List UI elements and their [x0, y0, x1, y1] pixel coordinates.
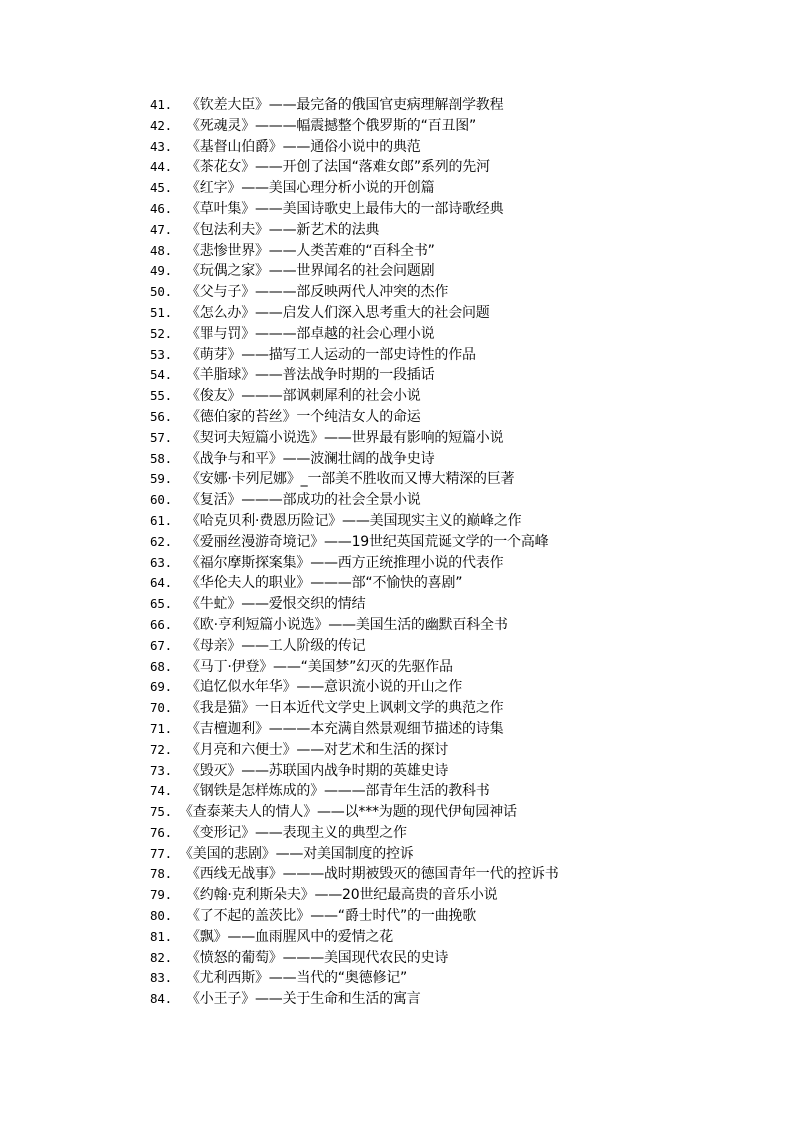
item-text: 《小王子》——关于生命和生活的寓言 [186, 991, 421, 1008]
item-text: 《基督山伯爵》——通俗小说中的典范 [186, 138, 421, 155]
item-text: 《契诃夫短篇小说选》——世界最有影响的短篇小说 [186, 429, 504, 446]
item-number: 82. [150, 949, 172, 965]
list-item [150, 719, 750, 740]
item-text: 《变形记》——表现主义的典型之作 [186, 824, 407, 841]
list-item [150, 906, 750, 927]
item-text: 《德伯家的苔丝》一个纯洁女人的命运 [186, 408, 421, 425]
list-item [150, 802, 750, 823]
item-text: 《玩偶之家》——世界闻名的社会问题剧 [186, 263, 435, 280]
item-number: 78. [150, 866, 172, 882]
list-item [150, 657, 750, 678]
item-number: 46. [150, 200, 172, 216]
item-number: 65. [150, 596, 172, 612]
item-number: 60. [150, 492, 172, 508]
item-number: 52. [150, 325, 172, 341]
list-item [150, 511, 750, 532]
list-item [150, 303, 750, 324]
item-number: 53. [150, 346, 172, 362]
item-text: 《钢铁是怎样炼成的》———部青年生活的教科书 [186, 783, 490, 800]
item-text: 《复活》———部成功的社会全景小说 [186, 492, 421, 509]
item-text: 《牛虻》——爱恨交织的情结 [186, 596, 366, 613]
item-text: 《红字》——美国心理分析小说的开创篇 [186, 180, 435, 197]
list-item [150, 345, 750, 366]
list-item [150, 989, 750, 1010]
list-item [150, 781, 750, 802]
item-number: 44. [150, 159, 172, 175]
list-item [150, 116, 750, 137]
list-item [150, 864, 750, 885]
item-text: 《俊友》———部讽刺犀利的社会小说 [186, 388, 421, 405]
item-text: 《罪与罚》———部卓越的社会心理小说 [186, 325, 435, 342]
item-text: 《爱丽丝漫游奇境记》——19世纪英国荒诞文学的一个高峰 [186, 533, 549, 550]
item-number: 83. [150, 970, 172, 986]
list-item [150, 282, 750, 303]
item-text: 《母亲》——工人阶级的传记 [186, 637, 366, 654]
list-item [150, 469, 750, 490]
list-item [150, 178, 750, 199]
item-text: 《了不起的盖茨比》——“爵士时代”的一曲挽歌 [186, 908, 477, 925]
item-number: 71. [150, 720, 172, 736]
item-number: 79. [150, 887, 172, 903]
item-number: 74. [150, 783, 172, 799]
item-number: 64. [150, 575, 172, 591]
item-number: 66. [150, 616, 172, 632]
item-text: 《约翰·克利斯朵夫》——20世纪最高贵的音乐小说 [186, 887, 498, 904]
list-item [150, 885, 750, 906]
list-item [150, 844, 750, 865]
item-number: 55. [150, 388, 172, 404]
item-text: 《草叶集》——美国诗歌史上最伟大的一部诗歌经典 [186, 200, 504, 217]
item-text: 《战争与和平》——波澜壮阔的战争史诗 [186, 450, 435, 467]
list-item [150, 157, 750, 178]
list-item [150, 324, 750, 345]
item-number: 80. [150, 908, 172, 924]
list-item [150, 199, 750, 220]
item-text: 《查泰莱夫人的情人》——以***为题的现代伊甸园神话 [179, 804, 517, 821]
item-text: 《父与子》———部反映两代人冲突的杰作 [186, 284, 449, 301]
list-item [150, 761, 750, 782]
item-number: 47. [150, 221, 172, 237]
item-text: 《哈克贝利·费恩历险记》——美国现实主义的巅峰之作 [186, 512, 522, 529]
item-number: 63. [150, 554, 172, 570]
item-text: 《钦差大臣》——最完备的俄国官吏病理解剖学教程 [186, 97, 504, 113]
item-number: 72. [150, 741, 172, 757]
item-number: 50. [150, 284, 172, 300]
item-number: 43. [150, 138, 172, 154]
item-number: 42. [150, 117, 172, 133]
list-item [150, 532, 750, 553]
list-item [150, 386, 750, 407]
list-item [150, 553, 750, 574]
list-item [150, 594, 750, 615]
list-item [150, 968, 750, 989]
item-text: 《茶花女》——开创了法国“落难女郎”系列的先河 [186, 159, 490, 176]
item-text: 《月亮和六便士》——对艺术和生活的探讨 [186, 741, 449, 758]
list-item [150, 615, 750, 636]
list-item [150, 365, 750, 386]
item-number: 54. [150, 367, 172, 383]
list-item [150, 636, 750, 657]
list-item [150, 948, 750, 969]
item-text: 《华伦夫人的职业》———部“不愉快的喜剧” [186, 575, 463, 592]
item-number: 68. [150, 658, 172, 674]
list-item [150, 449, 750, 470]
item-text: 《美国的悲剧》——对美国制度的控诉 [179, 845, 414, 862]
item-number: 57. [150, 429, 172, 445]
item-number: 58. [150, 450, 172, 466]
item-text: 《萌芽》——描写工人运动的一部史诗性的作品 [186, 346, 476, 363]
item-text: 《愤怒的葡萄》———美国现代农民的史诗 [186, 949, 449, 966]
item-text: 《西线无战事》———战时期被毁灭的德国青年一代的控诉书 [186, 866, 559, 883]
item-number: 61. [150, 512, 172, 528]
list-item [150, 95, 750, 116]
item-text: 《吉檀迦利》———本充满自然景观细节描述的诗集 [186, 720, 504, 737]
item-text: 《安娜·卡列尼娜》_一部美不胜收而又博大精深的巨著 [186, 471, 515, 488]
item-number: 59. [150, 471, 172, 487]
list-item [150, 677, 750, 698]
item-text: 《飘》——血雨腥风中的爱情之花 [186, 928, 393, 945]
item-number: 62. [150, 533, 172, 549]
item-number: 41. [150, 97, 172, 112]
item-text: 《毁灭》——苏联国内战争时期的英雄史诗 [186, 762, 449, 779]
item-number: 76. [150, 824, 172, 840]
list-item [150, 261, 750, 282]
item-number: 56. [150, 408, 172, 424]
item-text: 《追忆似水年华》——意识流小说的开山之作 [186, 679, 462, 696]
item-number: 69. [150, 679, 172, 695]
item-text: 《福尔摩斯探案集》——西方正统推理小说的代表作 [186, 554, 504, 571]
book-list [150, 95, 750, 1010]
item-text: 《死魂灵》———幅震撼整个俄罗斯的“百丑图” [186, 117, 477, 134]
list-item [150, 407, 750, 428]
item-number: 51. [150, 304, 172, 320]
item-number: 73. [150, 762, 172, 778]
item-number: 45. [150, 180, 172, 196]
item-text: 《我是猫》一日本近代文学史上讽刺文学的典范之作 [186, 700, 504, 717]
item-text: 《包法利夫》——新艺术的法典 [186, 221, 380, 238]
item-number: 75. [150, 804, 172, 820]
item-text: 《羊脂球》——普法战争时期的一段插话 [186, 367, 435, 384]
item-number: 77. [150, 845, 172, 861]
list-item [150, 137, 750, 158]
list-item [150, 573, 750, 594]
list-item [150, 428, 750, 449]
item-text: 《悲惨世界》——人类苦难的“百科全书” [186, 242, 435, 259]
item-number: 81. [150, 928, 172, 944]
item-number: 48. [150, 242, 172, 258]
list-item [150, 220, 750, 241]
item-number: 84. [150, 991, 172, 1007]
item-number: 67. [150, 637, 172, 653]
item-text: 《马丁·伊登》——“美国梦”幻灭的先驱作品 [186, 658, 453, 675]
list-item [150, 740, 750, 761]
list-item [150, 241, 750, 262]
item-text: 《尤利西斯》——当代的“奥德修记” [186, 970, 408, 987]
list-item [150, 927, 750, 948]
list-item [150, 698, 750, 719]
item-number: 70. [150, 700, 172, 716]
item-text: 《欧·亨利短篇小说选》——美国生活的幽默百科全书 [186, 616, 508, 633]
item-number: 49. [150, 263, 172, 279]
list-item [150, 823, 750, 844]
item-text: 《怎么办》——启发人们深入思考重大的社会问题 [186, 304, 490, 321]
list-item [150, 490, 750, 511]
